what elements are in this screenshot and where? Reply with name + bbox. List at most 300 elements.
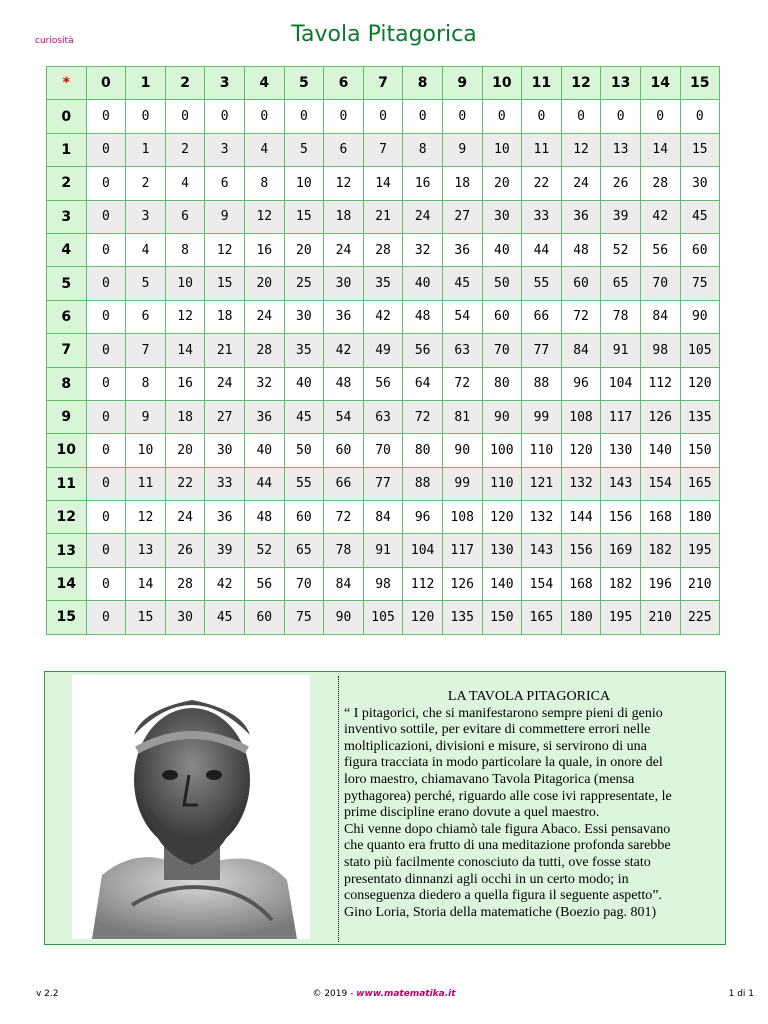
table-cell: 0	[126, 100, 166, 133]
table-cell: 48	[403, 300, 443, 333]
table-cell: 165	[680, 467, 720, 500]
table-cell: 108	[442, 501, 482, 534]
table-row	[47, 167, 720, 200]
table-cell: 65	[601, 267, 641, 300]
table-cell: 81	[442, 400, 482, 433]
table-cell: 99	[522, 400, 562, 433]
table-cell: 24	[205, 367, 245, 400]
table-row	[47, 267, 720, 300]
table-cell: 60	[482, 300, 522, 333]
row-header: 8	[47, 367, 87, 400]
table-cell: 55	[522, 267, 562, 300]
column-header: 13	[601, 67, 641, 100]
table-header-row	[47, 67, 720, 100]
table-cell: 0	[86, 567, 126, 600]
table-cell: 112	[640, 367, 680, 400]
table-cell: 72	[561, 300, 601, 333]
table-cell: 16	[244, 233, 284, 266]
table-cell: 8	[244, 167, 284, 200]
column-header: 11	[522, 67, 562, 100]
table-cell: 22	[522, 167, 562, 200]
table-cell: 84	[363, 501, 403, 534]
table-cell: 130	[482, 534, 522, 567]
table-cell: 5	[126, 267, 166, 300]
table-cell: 42	[363, 300, 403, 333]
table-cell: 0	[86, 334, 126, 367]
table-cell: 18	[165, 400, 205, 433]
table-cell: 44	[244, 467, 284, 500]
table-cell: 10	[126, 434, 166, 467]
table-cell: 0	[284, 100, 324, 133]
table-cell: 32	[403, 233, 443, 266]
table-cell: 0	[482, 100, 522, 133]
column-header: 3	[205, 67, 245, 100]
table-cell: 15	[284, 200, 324, 233]
table-row	[47, 501, 720, 534]
table-cell: 48	[324, 367, 364, 400]
table-cell: 3	[205, 133, 245, 166]
table-cell: 42	[640, 200, 680, 233]
table-cell: 117	[601, 400, 641, 433]
table-cell: 0	[442, 100, 482, 133]
table-cell: 4	[126, 233, 166, 266]
table-cell: 104	[601, 367, 641, 400]
table-cell: 45	[284, 400, 324, 433]
table-cell: 70	[482, 334, 522, 367]
table-cell: 225	[680, 601, 720, 634]
table-cell: 210	[640, 601, 680, 634]
table-cell: 80	[403, 434, 443, 467]
table-row	[47, 601, 720, 634]
table-cell: 40	[284, 367, 324, 400]
table-cell: 132	[522, 501, 562, 534]
table-cell: 64	[403, 367, 443, 400]
row-header: 3	[47, 200, 87, 233]
table-cell: 60	[284, 501, 324, 534]
table-cell: 36	[205, 501, 245, 534]
table-cell: 33	[522, 200, 562, 233]
table-cell: 26	[601, 167, 641, 200]
table-cell: 140	[482, 567, 522, 600]
table-cell: 7	[126, 334, 166, 367]
table-cell: 52	[244, 534, 284, 567]
column-header: 5	[284, 67, 324, 100]
table-cell: 14	[165, 334, 205, 367]
table-cell: 30	[482, 200, 522, 233]
table-cell: 70	[363, 434, 403, 467]
table-cell: 169	[601, 534, 641, 567]
table-cell: 2	[165, 133, 205, 166]
table-cell: 4	[244, 133, 284, 166]
table-cell: 60	[680, 233, 720, 266]
table-cell: 105	[363, 601, 403, 634]
table-cell: 168	[561, 567, 601, 600]
table-cell: 30	[680, 167, 720, 200]
table-cell: 39	[601, 200, 641, 233]
table-cell: 12	[165, 300, 205, 333]
table-cell: 6	[126, 300, 166, 333]
row-header: 11	[47, 467, 87, 500]
table-cell: 30	[205, 434, 245, 467]
row-header: 10	[47, 434, 87, 467]
table-cell: 66	[522, 300, 562, 333]
table-cell: 45	[205, 601, 245, 634]
table-cell: 54	[442, 300, 482, 333]
table-cell: 28	[363, 233, 403, 266]
table-cell: 0	[86, 534, 126, 567]
table-cell: 75	[680, 267, 720, 300]
table-cell: 0	[86, 300, 126, 333]
table-cell: 108	[561, 400, 601, 433]
table-cell: 20	[284, 233, 324, 266]
page-number: 1 di 1	[728, 989, 754, 999]
table-cell: 144	[561, 501, 601, 534]
table-cell: 84	[561, 334, 601, 367]
table-row	[47, 534, 720, 567]
table-cell: 16	[165, 367, 205, 400]
table-cell: 48	[244, 501, 284, 534]
version-label: v 2.2	[36, 989, 59, 999]
table-cell: 132	[561, 467, 601, 500]
table-cell: 150	[680, 434, 720, 467]
table-cell: 0	[86, 133, 126, 166]
column-header: 8	[403, 67, 443, 100]
table-cell: 5	[284, 133, 324, 166]
table-cell: 36	[442, 233, 482, 266]
table-cell: 0	[86, 601, 126, 634]
table-cell: 104	[403, 534, 443, 567]
table-cell: 4	[165, 167, 205, 200]
copyright-text: © 2019 -	[312, 989, 357, 999]
table-cell: 14	[363, 167, 403, 200]
table-cell: 24	[403, 200, 443, 233]
table-cell: 63	[363, 400, 403, 433]
table-cell: 0	[86, 367, 126, 400]
table-cell: 96	[403, 501, 443, 534]
table-cell: 182	[640, 534, 680, 567]
table-cell: 0	[244, 100, 284, 133]
table-cell: 27	[442, 200, 482, 233]
table-cell: 35	[284, 334, 324, 367]
table-cell: 24	[324, 233, 364, 266]
table-cell: 126	[640, 400, 680, 433]
table-cell: 84	[324, 567, 364, 600]
table-cell: 15	[205, 267, 245, 300]
table-cell: 21	[205, 334, 245, 367]
table-cell: 3	[126, 200, 166, 233]
table-cell: 30	[165, 601, 205, 634]
table-row	[47, 467, 720, 500]
table-cell: 33	[205, 467, 245, 500]
table-cell: 0	[86, 100, 126, 133]
table-cell: 143	[601, 467, 641, 500]
table-cell: 72	[442, 367, 482, 400]
column-header: 7	[363, 67, 403, 100]
table-cell: 0	[522, 100, 562, 133]
column-header: 15	[680, 67, 720, 100]
site-link[interactable]: www.matematika.it	[356, 989, 456, 999]
table-cell: 6	[165, 200, 205, 233]
table-cell: 36	[244, 400, 284, 433]
quote-body: “ I pitagorici, che si manifestarono sempre pieni di genio inventivo sottile, per evitare di commettere errori nelle moltiplicazioni, divisioni e misure, si servirono di una figura tracciata in modo particolare la quale, in onore del loro maestro, chiamavano Tavola Pitagorica (mensa pythagorea) perché, riguardo alle cose ivi rappresentate, le prime discipline erano dovute a quel maestro. Chi venne dopo chiamò tale figura Abaco. Essi pensavano che quanto era frutto di una meditazione profonda sarebbe stato più facilmente conosciuto da tutti, ove fosse stato presentato dinnanzi agli occhi in un certo modo; in conseguenza diedero a quella figura il seguente aspetto”. Gino Loria, Storia della matematiche (Boezio pag. 801)	[344, 705, 672, 920]
table-cell: 140	[640, 434, 680, 467]
table-cell: 75	[284, 601, 324, 634]
table-cell: 20	[482, 167, 522, 200]
table-cell: 8	[165, 233, 205, 266]
table-cell: 0	[601, 100, 641, 133]
category-tag: curiosità	[35, 36, 74, 46]
table-cell: 72	[403, 400, 443, 433]
column-header: 6	[324, 67, 364, 100]
table-cell: 40	[403, 267, 443, 300]
table-cell: 0	[403, 100, 443, 133]
table-cell: 0	[86, 501, 126, 534]
table-cell: 135	[442, 601, 482, 634]
table-cell: 60	[561, 267, 601, 300]
table-cell: 210	[680, 567, 720, 600]
table-cell: 12	[205, 233, 245, 266]
table-cell: 25	[284, 267, 324, 300]
table-cell: 84	[640, 300, 680, 333]
column-header: 9	[442, 67, 482, 100]
column-header: 10	[482, 67, 522, 100]
row-header: 2	[47, 167, 87, 200]
table-cell: 72	[324, 501, 364, 534]
table-cell: 121	[522, 467, 562, 500]
table-cell: 56	[363, 367, 403, 400]
table-cell: 27	[205, 400, 245, 433]
table-cell: 28	[165, 567, 205, 600]
table-cell: 9	[442, 133, 482, 166]
table-cell: 1	[126, 133, 166, 166]
table-cell: 18	[324, 200, 364, 233]
table-cell: 56	[403, 334, 443, 367]
row-header: 13	[47, 534, 87, 567]
table-cell: 55	[284, 467, 324, 500]
quote-heading: LA TAVOLA PITAGORICA	[447, 689, 611, 704]
table-row	[47, 133, 720, 166]
page-title: Tavola Pitagorica	[291, 22, 477, 47]
table-cell: 196	[640, 567, 680, 600]
table-cell: 56	[244, 567, 284, 600]
table-row	[47, 200, 720, 233]
bust-illustration	[72, 675, 310, 939]
table-cell: 44	[522, 233, 562, 266]
table-cell: 90	[324, 601, 364, 634]
table-cell: 52	[601, 233, 641, 266]
table-cell: 77	[522, 334, 562, 367]
table-cell: 18	[442, 167, 482, 200]
table-cell: 150	[482, 601, 522, 634]
table-cell: 49	[363, 334, 403, 367]
table-cell: 0	[561, 100, 601, 133]
table-cell: 0	[640, 100, 680, 133]
table-cell: 10	[165, 267, 205, 300]
table-cell: 182	[601, 567, 641, 600]
table-cell: 0	[86, 233, 126, 266]
table-cell: 45	[442, 267, 482, 300]
table-cell: 156	[561, 534, 601, 567]
table-cell: 126	[442, 567, 482, 600]
footer-credit	[0, 989, 768, 999]
table-cell: 14	[640, 133, 680, 166]
table-cell: 35	[363, 267, 403, 300]
column-header: 2	[165, 67, 205, 100]
table-cell: 48	[561, 233, 601, 266]
table-cell: 90	[680, 300, 720, 333]
table-cell: 130	[601, 434, 641, 467]
table-cell: 36	[324, 300, 364, 333]
row-header: 1	[47, 133, 87, 166]
table-cell: 195	[601, 601, 641, 634]
table-cell: 39	[205, 534, 245, 567]
table-cell: 28	[640, 167, 680, 200]
table-cell: 13	[601, 133, 641, 166]
table-cell: 66	[324, 467, 364, 500]
multiplication-table	[46, 66, 720, 635]
table-cell: 0	[86, 200, 126, 233]
table-cell: 165	[522, 601, 562, 634]
table-cell: 0	[165, 100, 205, 133]
table-row	[47, 100, 720, 133]
table-cell: 195	[680, 534, 720, 567]
row-header: 4	[47, 233, 87, 266]
table-cell: 120	[561, 434, 601, 467]
table-cell: 12	[126, 501, 166, 534]
table-cell: 50	[284, 434, 324, 467]
table-cell: 120	[482, 501, 522, 534]
table-row	[47, 434, 720, 467]
table-cell: 50	[482, 267, 522, 300]
table-cell: 10	[482, 133, 522, 166]
table-cell: 20	[244, 267, 284, 300]
table-cell: 90	[482, 400, 522, 433]
table-cell: 78	[601, 300, 641, 333]
table-cell: 8	[403, 133, 443, 166]
table-cell: 0	[86, 434, 126, 467]
table-cell: 0	[86, 400, 126, 433]
table-cell: 80	[482, 367, 522, 400]
table-cell: 168	[640, 501, 680, 534]
table-row	[47, 567, 720, 600]
table-cell: 117	[442, 534, 482, 567]
table-cell: 0	[86, 167, 126, 200]
column-header: 12	[561, 67, 601, 100]
table-cell: 91	[363, 534, 403, 567]
table-cell: 42	[324, 334, 364, 367]
column-header: 14	[640, 67, 680, 100]
table-cell: 12	[561, 133, 601, 166]
table-cell: 15	[680, 133, 720, 166]
table-cell: 99	[442, 467, 482, 500]
table-cell: 98	[640, 334, 680, 367]
table-cell: 60	[324, 434, 364, 467]
column-header: 1	[126, 67, 166, 100]
table-cell: 14	[126, 567, 166, 600]
row-header: 15	[47, 601, 87, 634]
table-cell: 70	[284, 567, 324, 600]
table-row	[47, 233, 720, 266]
table-cell: 112	[403, 567, 443, 600]
table-cell: 63	[442, 334, 482, 367]
table-row	[47, 334, 720, 367]
table-cell: 154	[640, 467, 680, 500]
table-cell: 91	[601, 334, 641, 367]
table-cell: 0	[86, 267, 126, 300]
table-cell: 0	[86, 467, 126, 500]
table-cell: 11	[522, 133, 562, 166]
table-cell: 180	[561, 601, 601, 634]
table-cell: 21	[363, 200, 403, 233]
table-cell: 20	[165, 434, 205, 467]
table-cell: 70	[640, 267, 680, 300]
row-header: 7	[47, 334, 87, 367]
table-cell: 36	[561, 200, 601, 233]
quote-text-block	[344, 689, 714, 921]
table-cell: 156	[601, 501, 641, 534]
table-cell: 24	[165, 501, 205, 534]
box-divider	[338, 676, 339, 942]
table-cell: 88	[522, 367, 562, 400]
table-cell: 0	[205, 100, 245, 133]
table-cell: 9	[205, 200, 245, 233]
table-cell: 24	[561, 167, 601, 200]
table-cell: 96	[561, 367, 601, 400]
column-header: 4	[244, 67, 284, 100]
table-row	[47, 367, 720, 400]
table-cell: 13	[126, 534, 166, 567]
table-cell: 98	[363, 567, 403, 600]
table-cell: 78	[324, 534, 364, 567]
table-cell: 45	[680, 200, 720, 233]
table-cell: 120	[403, 601, 443, 634]
table-cell: 88	[403, 467, 443, 500]
table-cell: 0	[363, 100, 403, 133]
table-cell: 143	[522, 534, 562, 567]
table-cell: 42	[205, 567, 245, 600]
table-cell: 30	[324, 267, 364, 300]
table-row	[47, 300, 720, 333]
table-cell: 110	[482, 467, 522, 500]
row-header: 6	[47, 300, 87, 333]
row-header: 9	[47, 400, 87, 433]
table-cell: 24	[244, 300, 284, 333]
table-row	[47, 400, 720, 433]
table-cell: 10	[284, 167, 324, 200]
table-cell: 11	[126, 467, 166, 500]
table-cell: 32	[244, 367, 284, 400]
table-cell: 60	[244, 601, 284, 634]
table-cell: 15	[126, 601, 166, 634]
table-cell: 18	[205, 300, 245, 333]
table-cell: 105	[680, 334, 720, 367]
table-cell: 12	[324, 167, 364, 200]
row-header: 0	[47, 100, 87, 133]
table-cell: 40	[482, 233, 522, 266]
table-cell: 180	[680, 501, 720, 534]
table-cell: 7	[363, 133, 403, 166]
table-cell: 54	[324, 400, 364, 433]
row-header: 14	[47, 567, 87, 600]
table-cell: 65	[284, 534, 324, 567]
table-cell: 154	[522, 567, 562, 600]
table-cell: 110	[522, 434, 562, 467]
row-header: 5	[47, 267, 87, 300]
table-cell: 120	[680, 367, 720, 400]
table-cell: 6	[324, 133, 364, 166]
table-cell: 8	[126, 367, 166, 400]
table-cell: 22	[165, 467, 205, 500]
